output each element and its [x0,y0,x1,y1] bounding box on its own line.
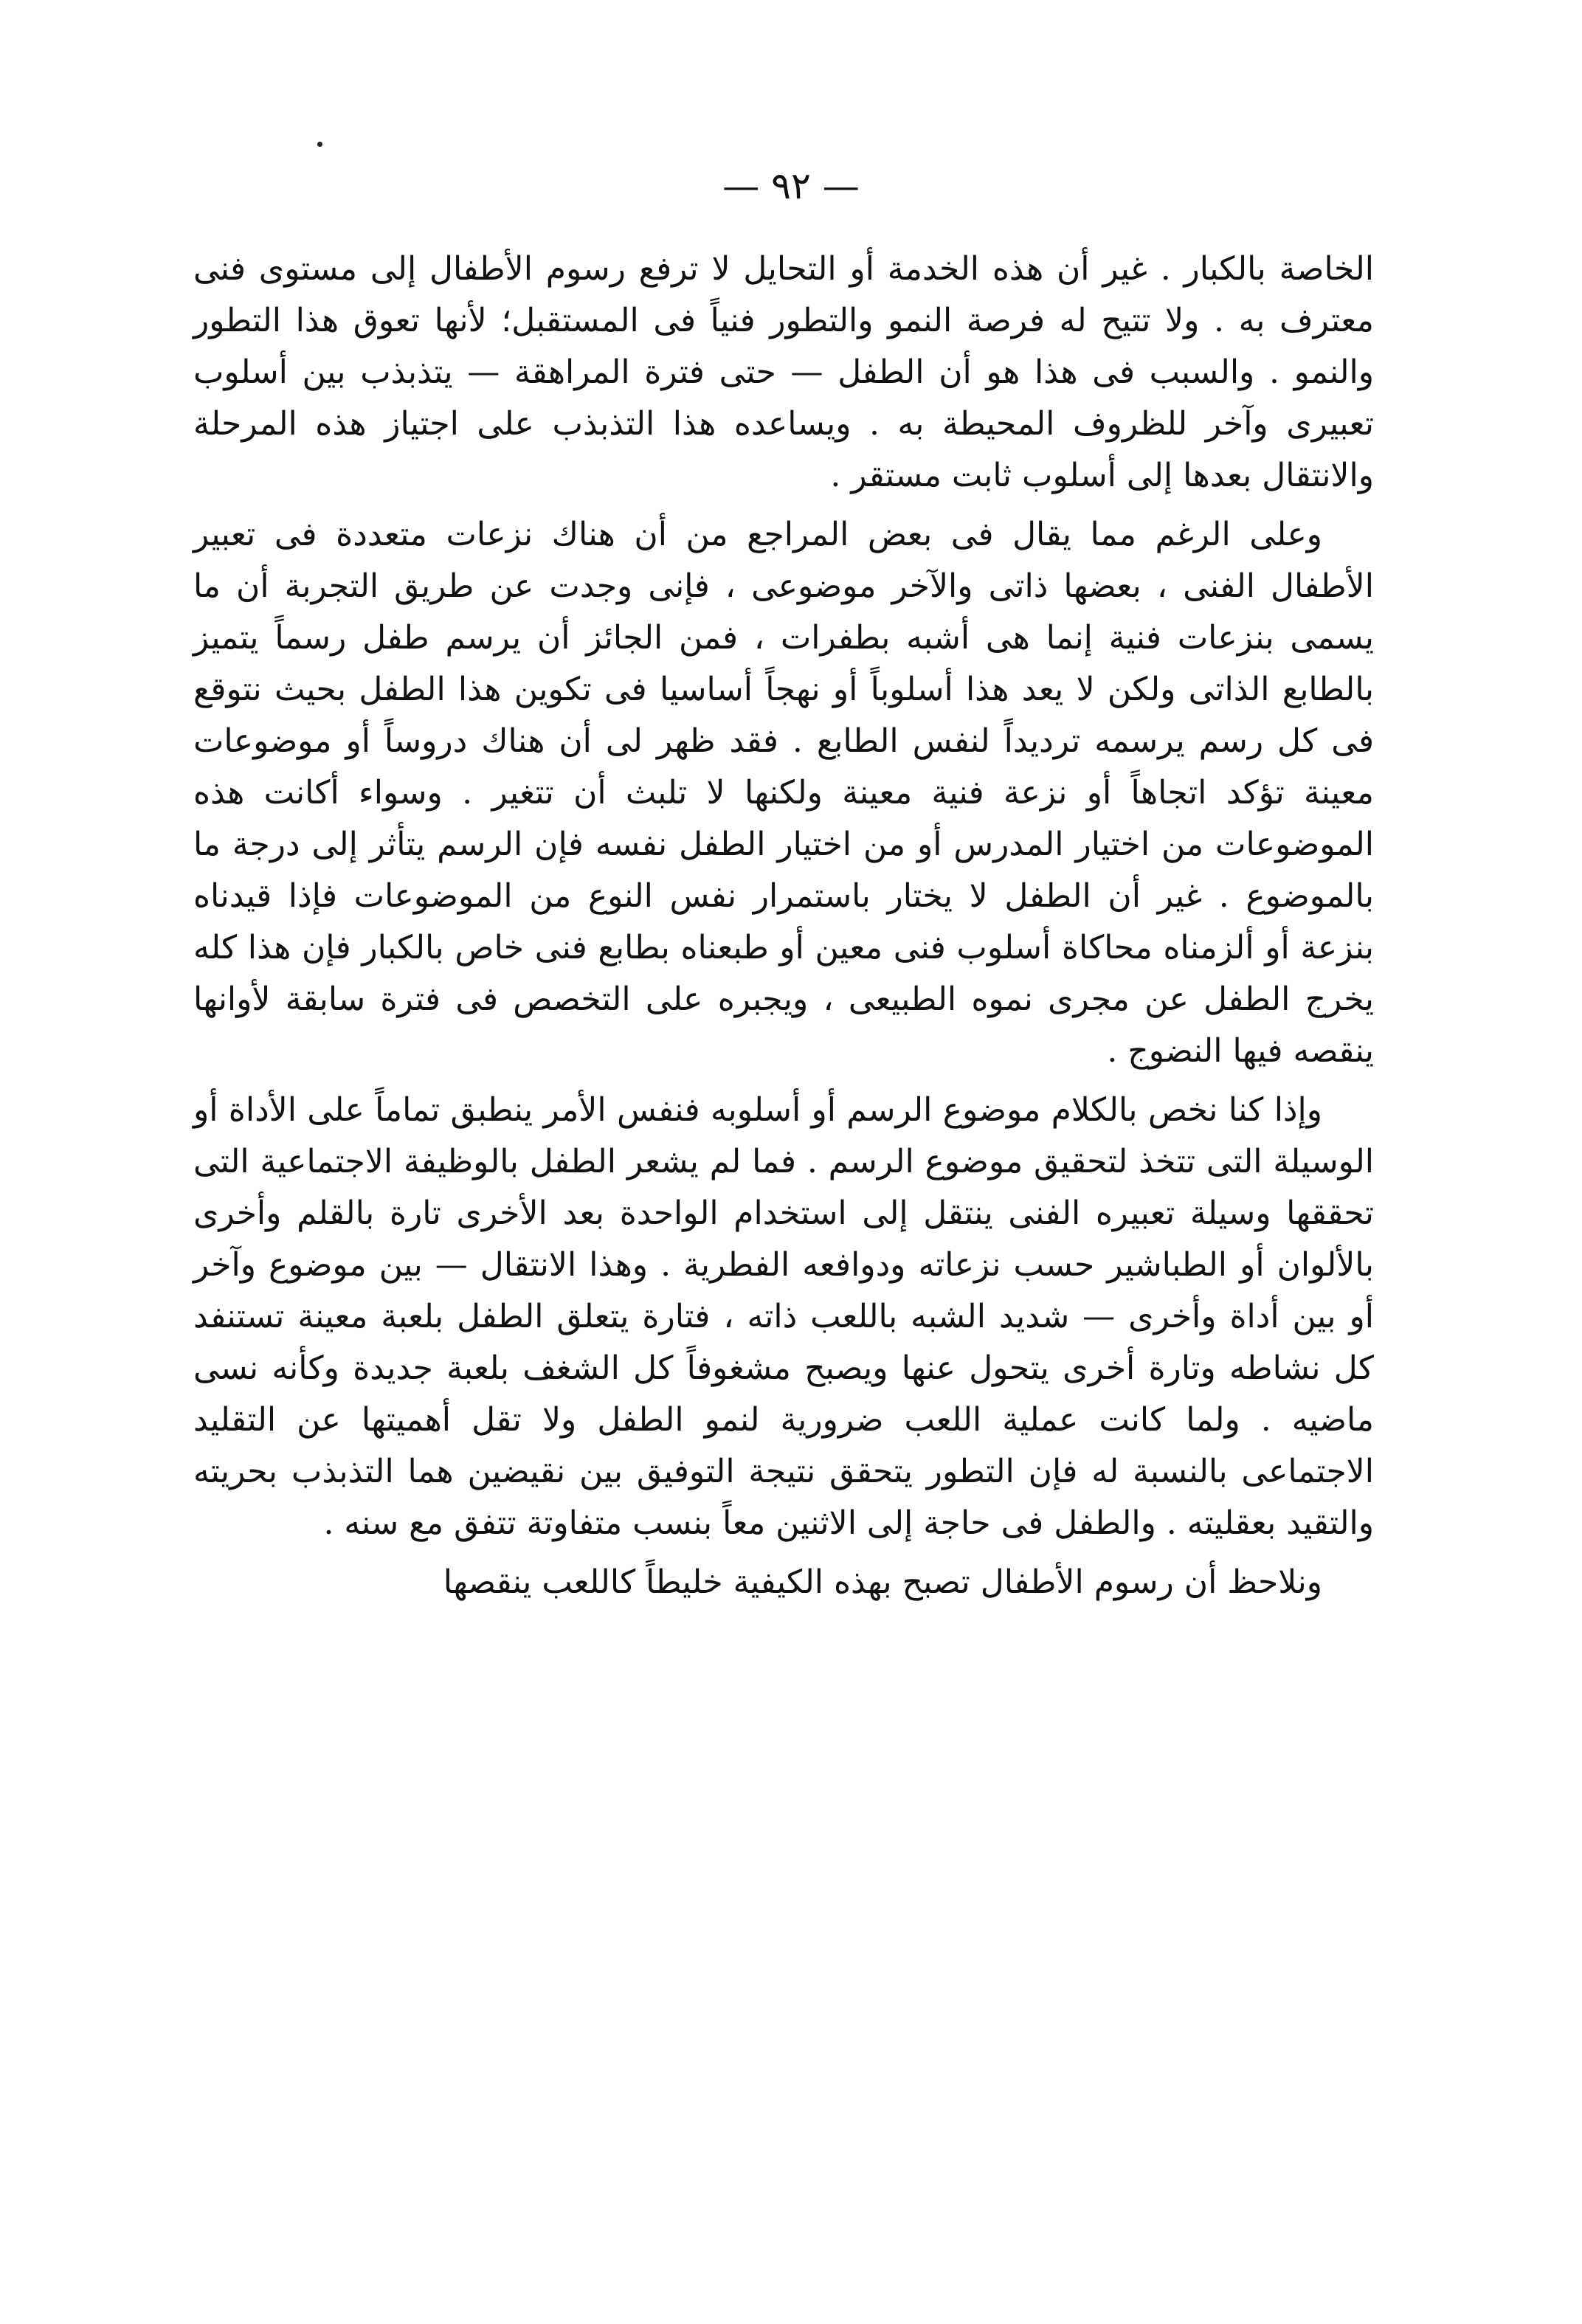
ink-speck [317,142,322,147]
paragraph-continuation: الخاصة بالكبار . غير أن هذه الخدمة أو التحايل لا ترفع رسوم الأطفال إلى مستوى فنى معترف به . ولا تتيح له فرصة النمو والتطور فنياً فى المستقبل؛ لأنها تعوق هذا التطور والنمو . والسبب فى هذا هو أن الطفل — حتى فترة المراهقة — يتذبذب بين أسلوب تعبيرى وآخر للظروف المحيطة به . ويساعده هذا التذبذب على اجتياز هذه المرحلة والانتقال بعدها إلى أسلوب ثابت مستقر . [193,250,1374,494]
paragraph: وإذا كنا نخص بالكلام موضوع الرسم أو أسلوبه فنفس الأمر ينطبق تماماً على الأداة أو الوسيلة التى تتخذ لتحقيق موضوع الرسم . فما لم يشعر الطفل بالوظيفة الاجتماعية التى تحققها وسيلة تعبيره الفنى ينتقل إلى استخدام الواحدة بعد الأخرى تارة بالقلم وأخرى بالألوان أو الطباشير حسب نزعاته ودوافعه الفطرية . وهذا الانتقال — بين موضوع وآخر أو بين أداة وأخرى — شديد الشبه باللعب ذاته ، فتارة يتعلق الطفل بلعبة معينة تستنفد كل نشاطه وتارة أخرى يتحول عنها ويصبح مشغوفاً كل الشغف بلعبة جديدة وكأنه نسى ماضيه . ولما كانت عملية اللعب ضرورية لنمو الطفل ولا تقل أهميتها عن التقليد الاجتماعى بالنسبة له فإن التطور يتحقق نتيجة التوفيق بين نقيضين هما التذبذب بحريته والتقيد بعقليته . والطفل فى حاجة إلى الاثنين معاً بنسب متفاوتة تتفق مع سنه . [193,1091,1374,1542]
paragraph: وعلى الرغم مما يقال فى بعض المراجع من أن هناك نزعات متعددة فى تعبير الأطفال الفنى ، بعضها ذاتى والآخر موضوعى ، فإنى وجدت عن طريق التجربة أن ما يسمى بنزعات فنية إنما هى أشبه بطفرات ، فمن الجائز أن يرسم طفل رسماً يتميز بالطابع الذاتى ولكن لا يعد هذا أسلوباً أو نهجاً أساسيا فى تكوين هذا الطفل بحيث نتوقع فى كل رسم يرسمه ترديداً لنفس الطابع . فقد ظهر لى أن هناك دروساً أو موضوعات معينة تؤكد اتجاهاً أو نزعة فنية معينة ولكنها لا تلبث أن تتغير . وسواء أكانت هذه الموضوعات من اختيار المدرس أو من اختيار الطفل نفسه فإن الرسم يتأثر إلى درجة ما بالموضوع . غير أن الطفل لا يختار باستمرار نفس النوع من الموضوعات فإذا قيدناه بنزعة أو ألزمناه محاكاة أسلوب فنى معين أو طبعناه بطابع فنى خاص بالكبار فإن هذا كله يخرج الطفل عن مجرى نموه الطبيعى ، ويجبره على التخصص فى فترة سابقة لأوانها ينقصه فيها النضوج . [193,516,1375,1070]
body-text [193,243,1374,1616]
page-number: — ٩٢ — [722,165,860,207]
paragraph: ونلاحظ أن رسوم الأطفال تصبح بهذه الكيفية خليطاً كاللعب ينقصها [443,1563,1322,1601]
